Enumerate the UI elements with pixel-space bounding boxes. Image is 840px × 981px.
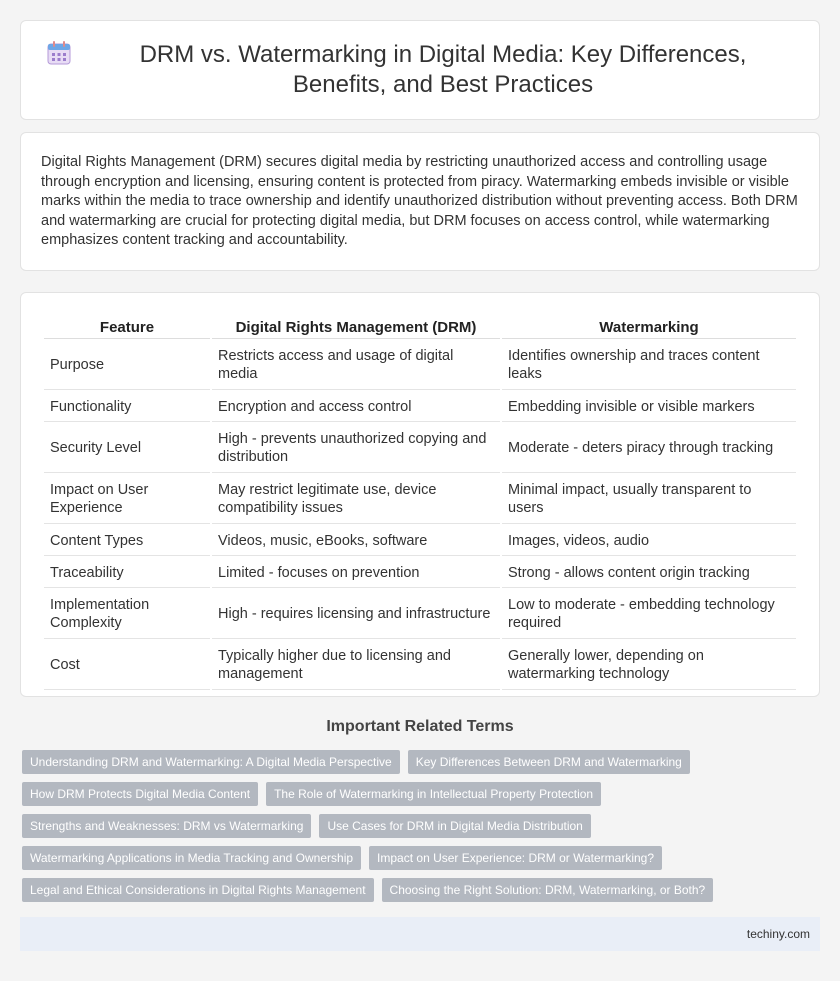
related-term-link[interactable]: Watermarking Applications in Media Tracking and Ownership	[22, 846, 361, 870]
cell-feature: Functionality	[44, 392, 210, 422]
page-title: DRM vs. Watermarking in Digital Media: Key Differences, Benefits, and Best Practices	[139, 41, 747, 98]
cell-watermarking: Images, videos, audio	[502, 526, 796, 556]
table-row	[44, 558, 796, 588]
table-row	[44, 641, 796, 690]
related-term-link[interactable]: Understanding DRM and Watermarking: A Digital Media Perspective	[22, 750, 400, 774]
cell-drm: Videos, music, eBooks, software	[212, 526, 500, 556]
related-term-link[interactable]: The Role of Watermarking in Intellectual Property Protection	[266, 782, 601, 806]
tag-row	[22, 814, 822, 838]
table-row	[44, 526, 796, 556]
table-row	[44, 341, 796, 390]
table-row	[44, 424, 796, 473]
cell-feature: Cost	[44, 641, 210, 690]
header-watermarking: Watermarking	[502, 315, 796, 339]
cell-feature: Security Level	[44, 424, 210, 473]
footer	[20, 917, 820, 951]
tag-row	[22, 782, 822, 806]
related-term-link[interactable]: Legal and Ethical Considerations in Digital Rights Management	[22, 878, 374, 902]
calendar-icon	[45, 39, 73, 67]
comparison-table	[42, 313, 798, 692]
table-row	[44, 590, 796, 639]
table-header-row	[44, 315, 796, 339]
cell-feature: Purpose	[44, 341, 210, 390]
cell-watermarking: Moderate - deters piracy through tracking	[502, 424, 796, 473]
cell-drm: Restricts access and usage of digital media	[212, 341, 500, 390]
cell-drm: May restrict legitimate use, device compatibility issues	[212, 475, 500, 524]
cell-drm: High - requires licensing and infrastructure	[212, 590, 500, 639]
cell-feature: Impact on User Experience	[44, 475, 210, 524]
tag-row	[22, 878, 822, 902]
related-term-link[interactable]: Use Cases for DRM in Digital Media Distribution	[319, 814, 590, 838]
cell-watermarking: Generally lower, depending on watermarking technology	[502, 641, 796, 690]
cell-drm: Typically higher due to licensing and management	[212, 641, 500, 690]
cell-drm: Limited - focuses on prevention	[212, 558, 500, 588]
header-drm: Digital Rights Management (DRM)	[212, 315, 500, 339]
related-term-link[interactable]: Key Differences Between DRM and Watermarking	[408, 750, 690, 774]
header-card	[20, 20, 820, 120]
related-term-link[interactable]: Strengths and Weaknesses: DRM vs Watermarking	[22, 814, 311, 838]
intro-card	[20, 132, 820, 271]
cell-drm: High - prevents unauthorized copying and distribution	[212, 424, 500, 473]
cell-feature: Traceability	[44, 558, 210, 588]
table-row	[44, 392, 796, 422]
cell-watermarking: Minimal impact, usually transparent to users	[502, 475, 796, 524]
related-term-link[interactable]: How DRM Protects Digital Media Content	[22, 782, 258, 806]
comparison-table-card	[20, 292, 820, 697]
related-terms-tags	[22, 750, 822, 910]
cell-watermarking: Embedding invisible or visible markers	[502, 392, 796, 422]
footer-site-link[interactable]: techiny.com	[746, 927, 810, 941]
related-term-link[interactable]: Choosing the Right Solution: DRM, Watermarking, or Both?	[382, 878, 714, 902]
cell-feature: Implementation Complexity	[44, 590, 210, 639]
tag-row	[22, 750, 822, 774]
cell-feature: Content Types	[44, 526, 210, 556]
cell-watermarking: Low to moderate - embedding technology required	[502, 590, 796, 639]
intro-paragraph: Digital Rights Management (DRM) secures digital media by restricting unauthorized access and controlling usage through encryption and licensing, ensuring content is protected from piracy. Watermarking embeds invisible or visible marks within the media to trace ownership and identify unauthorized distribution without preventing access. Both DRM and watermarking are crucial for protecting digital media, but DRM focuses on access control, while watermarking emphasizes content tracking and accountability.	[41, 154, 798, 249]
related-term-link[interactable]: Impact on User Experience: DRM or Watermarking?	[369, 846, 662, 870]
cell-watermarking: Identifies ownership and traces content leaks	[502, 341, 796, 390]
related-terms-title: Important Related Terms	[326, 718, 514, 735]
cell-drm: Encryption and access control	[212, 392, 500, 422]
tag-row	[22, 846, 822, 870]
table-row	[44, 475, 796, 524]
cell-watermarking: Strong - allows content origin tracking	[502, 558, 796, 588]
header-feature: Feature	[44, 315, 210, 339]
